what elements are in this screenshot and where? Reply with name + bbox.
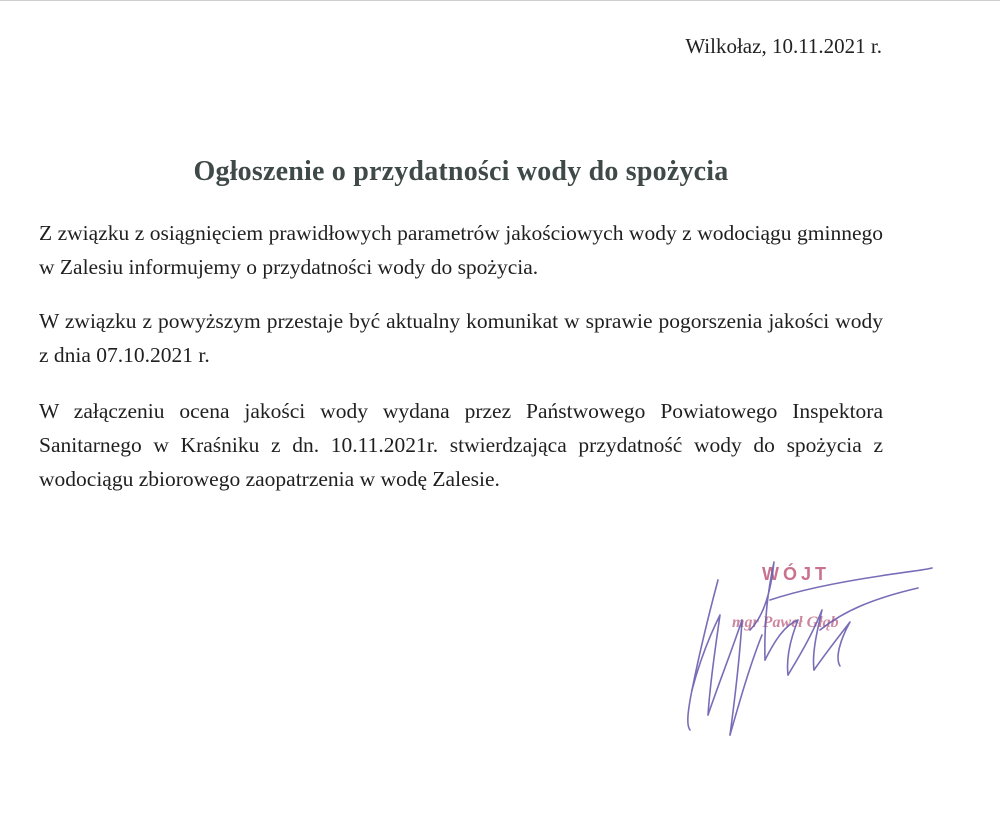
stamp-and-signature — [670, 540, 940, 760]
paragraph-2: W związku z powyższym przestaje być aktualny komunikat w sprawie pogorszenia jakości wody z dnia 07.10.2021 r. — [39, 309, 883, 367]
paragraph-1: Z związku z osiągnięciem prawidłowych parametrów jakościowych wody z wodociągu gminnego w Zalesiu informujemy o przydatności wody do spożycia. — [39, 221, 883, 279]
handwritten-signature — [670, 540, 940, 760]
stamp-title: WÓJT — [762, 564, 830, 584]
stamp-name: mgr Paweł Głąb — [732, 614, 839, 631]
paragraph-3: W załączeniu ocena jakości wody wydana przez Państwowego Powiatowego Inspektora Sanitarnego w Kraśniku z dn. 10.11.2021r. stwierdzająca przydatność wody do spożycia z wodociągu zbiorowego zaopatrzenia w wodę Zalesie. — [39, 399, 883, 491]
place-and-date: Wilkołaz, 10.11.2021 r. — [685, 34, 882, 58]
document-title: Ogłoszenie o przydatności wody do spożycia — [193, 156, 729, 187]
top-border — [0, 0, 1000, 1]
